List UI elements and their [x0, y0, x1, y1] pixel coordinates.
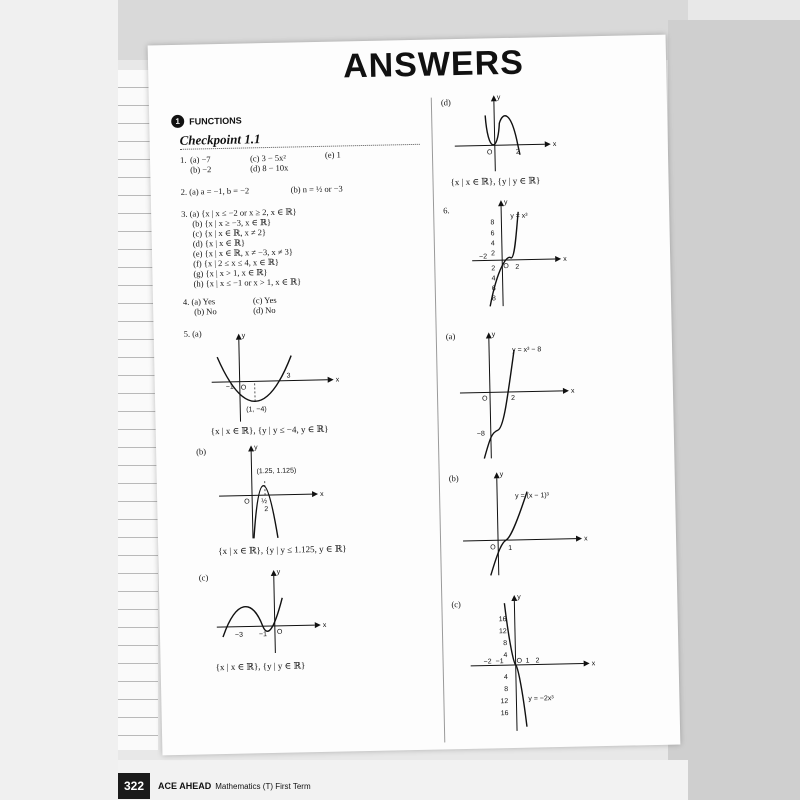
- q4-b: (b) No: [194, 306, 217, 317]
- y-label: y: [276, 568, 281, 576]
- graph-c: [464, 591, 597, 734]
- x-label: x: [583, 535, 588, 543]
- svg-text:2: 2: [535, 657, 540, 665]
- q6-label: 6.: [443, 205, 450, 216]
- origin-label: O: [503, 262, 509, 271]
- svg-text:2: 2: [515, 263, 520, 271]
- origin-label: O: [276, 628, 283, 636]
- column-divider: [431, 98, 446, 743]
- y-label: y: [503, 199, 508, 207]
- x-axis-arrow: [545, 141, 551, 147]
- xtick-label: 2: [264, 506, 269, 514]
- y-axis: [501, 206, 503, 306]
- yint-label: −8: [476, 430, 485, 438]
- peak-label: (1.25, 1.125): [256, 467, 297, 476]
- q3-d: (d) {x | x ∈ ℝ}: [192, 237, 246, 249]
- q5c-label: (c): [198, 572, 209, 583]
- x-label: x: [319, 490, 324, 498]
- origin-label: O: [516, 657, 523, 665]
- svg-text:−2: −2: [483, 658, 492, 666]
- svg-text:2: 2: [491, 265, 496, 273]
- root-right: 3: [286, 372, 291, 380]
- xint-label: 2: [511, 394, 516, 402]
- rc-label: (c): [451, 599, 461, 610]
- x-axis-arrow: [328, 377, 334, 383]
- y-axis: [494, 101, 495, 171]
- q1-a: (a) −7: [189, 154, 211, 165]
- eq-label: y = −2x³: [528, 695, 554, 703]
- x-axis-arrow: [563, 388, 569, 394]
- vertex-label: (1, −4): [246, 406, 267, 414]
- checkpoint-title: Checkpoint 1.1: [179, 131, 261, 148]
- root-mid: −1: [258, 631, 268, 639]
- svg-text:16: 16: [498, 616, 507, 624]
- origin-label: O: [490, 544, 496, 552]
- graph-5b: [216, 442, 328, 544]
- eq-label: y = x³: [510, 212, 528, 220]
- x-label: x: [591, 660, 596, 668]
- graph-5c: [214, 567, 336, 659]
- q3-f: (f) {x | 2 ≤ x ≤ 4, x ∈ ℝ}: [193, 256, 279, 269]
- q1-num: 1.: [179, 154, 187, 165]
- svg-text:6: 6: [491, 285, 496, 293]
- q5c-set: {x | x ∈ ℝ}, {y | y ∈ ℝ}: [215, 660, 306, 673]
- x-axis: [217, 625, 315, 627]
- rd-set: {x | x ∈ ℝ}, {y | y ∈ ℝ}: [450, 175, 541, 188]
- q3-a: 3. (a) {x | x ≤ −2 or x ≥ 2, x ∈ ℝ}: [181, 206, 297, 219]
- q3-g: (g) {x | x > 1, x ∈ ℝ}: [193, 267, 268, 279]
- cubic-curve: [482, 350, 516, 459]
- y-label: y: [241, 332, 246, 340]
- svg-text:8: 8: [503, 640, 508, 648]
- svg-text:−1: −1: [495, 658, 504, 666]
- svg-text:−2: −2: [479, 253, 488, 261]
- origin-label: O: [240, 384, 247, 392]
- page-title: ANSWERS: [342, 43, 525, 86]
- svg-text:8: 8: [490, 219, 495, 227]
- y-label: y: [517, 593, 521, 601]
- q5-label: 5. (a): [183, 328, 202, 339]
- q2-b: (b) n = ½ or −3: [290, 183, 343, 195]
- y-axis: [497, 478, 499, 575]
- q4-a: 4. (a) Yes: [182, 296, 216, 307]
- svg-text:4: 4: [503, 652, 508, 660]
- q3-h: (h) {x | x ≤ −1 or x > 1, x ∈ ℝ}: [193, 276, 302, 289]
- x-axis: [460, 391, 563, 393]
- svg-text:12: 12: [498, 628, 507, 636]
- x-axis-arrow: [315, 622, 321, 628]
- svg-text:4: 4: [491, 275, 496, 283]
- xtick-label: 2: [515, 148, 520, 156]
- origin-label: O: [486, 149, 493, 157]
- answers-page: [148, 35, 681, 756]
- root-left: −3: [234, 631, 244, 639]
- x-axis: [455, 144, 545, 146]
- cubic-curve: [489, 492, 529, 576]
- x-label: x: [322, 621, 327, 629]
- footer-brand: ACE AHEAD: [158, 781, 212, 791]
- y-axis: [274, 576, 276, 653]
- y-label: y: [499, 471, 504, 479]
- q3-e: (e) {x | x ∈ ℝ, x ≠ −3, x ≠ 3}: [192, 246, 293, 259]
- x-label: x: [563, 255, 567, 263]
- footer-subject: Mathematics (T) First Term: [215, 781, 311, 791]
- q1-b: (b) −2: [190, 164, 212, 175]
- parabola-curve: [217, 356, 292, 403]
- svg-text:12: 12: [500, 698, 509, 706]
- graph-a: [454, 329, 577, 461]
- origin-label: O: [244, 498, 250, 506]
- page-footer: [118, 772, 311, 800]
- section-heading: [171, 114, 242, 128]
- origin-label: O: [482, 395, 488, 403]
- x-label: x: [552, 140, 557, 149]
- q2-a: 2. (a) a = −1, b = −2: [180, 185, 250, 197]
- svg-text:2: 2: [490, 250, 496, 258]
- svg-text:6: 6: [490, 230, 495, 238]
- q5a-set: {x | x ∈ ℝ}, {y | y ≤ −4, y ∈ ℝ}: [210, 423, 329, 437]
- root-left: −1: [225, 383, 234, 391]
- y-label: y: [253, 444, 258, 452]
- x-axis: [463, 539, 576, 541]
- x-axis-arrow: [555, 256, 561, 262]
- background-right: [668, 20, 800, 800]
- q1-d: (d) 8 − 10x: [250, 162, 289, 174]
- background-left: [0, 0, 118, 800]
- section-title: FUNCTIONS: [189, 115, 242, 127]
- svg-text:8: 8: [491, 295, 496, 303]
- rb-label: (b): [448, 473, 459, 484]
- svg-text:8: 8: [504, 686, 509, 694]
- y-label: y: [491, 331, 496, 339]
- svg-text:1: 1: [525, 657, 530, 665]
- half-label: ½: [261, 498, 268, 506]
- graph-d: [449, 92, 561, 174]
- y-label: y: [496, 94, 501, 102]
- svg-text:16: 16: [500, 710, 509, 718]
- page-number: 322: [118, 773, 150, 799]
- svg-text:4: 4: [490, 240, 495, 248]
- q3-b: (b) {x | x ≥ −3, x ∈ ℝ}: [192, 216, 272, 229]
- x-label: x: [570, 387, 575, 395]
- eq-label: y = x³ − 8: [512, 346, 542, 354]
- x-axis: [219, 494, 312, 496]
- svg-text:4: 4: [503, 674, 508, 682]
- q4-d: (d) No: [253, 304, 276, 316]
- x-axis-arrow: [576, 536, 582, 542]
- ra-label: (a): [445, 331, 456, 342]
- q1-e: (e) 1: [324, 149, 341, 160]
- xint-label: 1: [508, 544, 513, 553]
- x-label: x: [335, 376, 340, 384]
- graph-6: [466, 197, 578, 309]
- q4-c: (c) Yes: [252, 294, 277, 306]
- graph-b: [457, 468, 589, 581]
- graph-5a: [209, 330, 341, 428]
- x-axis-arrow: [584, 660, 590, 666]
- q5b-label: (b): [196, 446, 207, 457]
- q3-c: (c) {x | x ∈ ℝ, x ≠ 2}: [192, 227, 267, 239]
- section-number-badge: 1: [171, 115, 184, 128]
- eq-label: y = (x − 1)³: [515, 492, 550, 500]
- rd-label: (d): [440, 97, 451, 108]
- q5b-set: {x | x ∈ ℝ}, {y | y ≤ 1.125, y ∈ ℝ}: [218, 543, 347, 557]
- x-axis-arrow: [312, 491, 318, 497]
- q1-c: (c) 3 − 5x²: [249, 152, 287, 164]
- y-axis: [239, 340, 241, 422]
